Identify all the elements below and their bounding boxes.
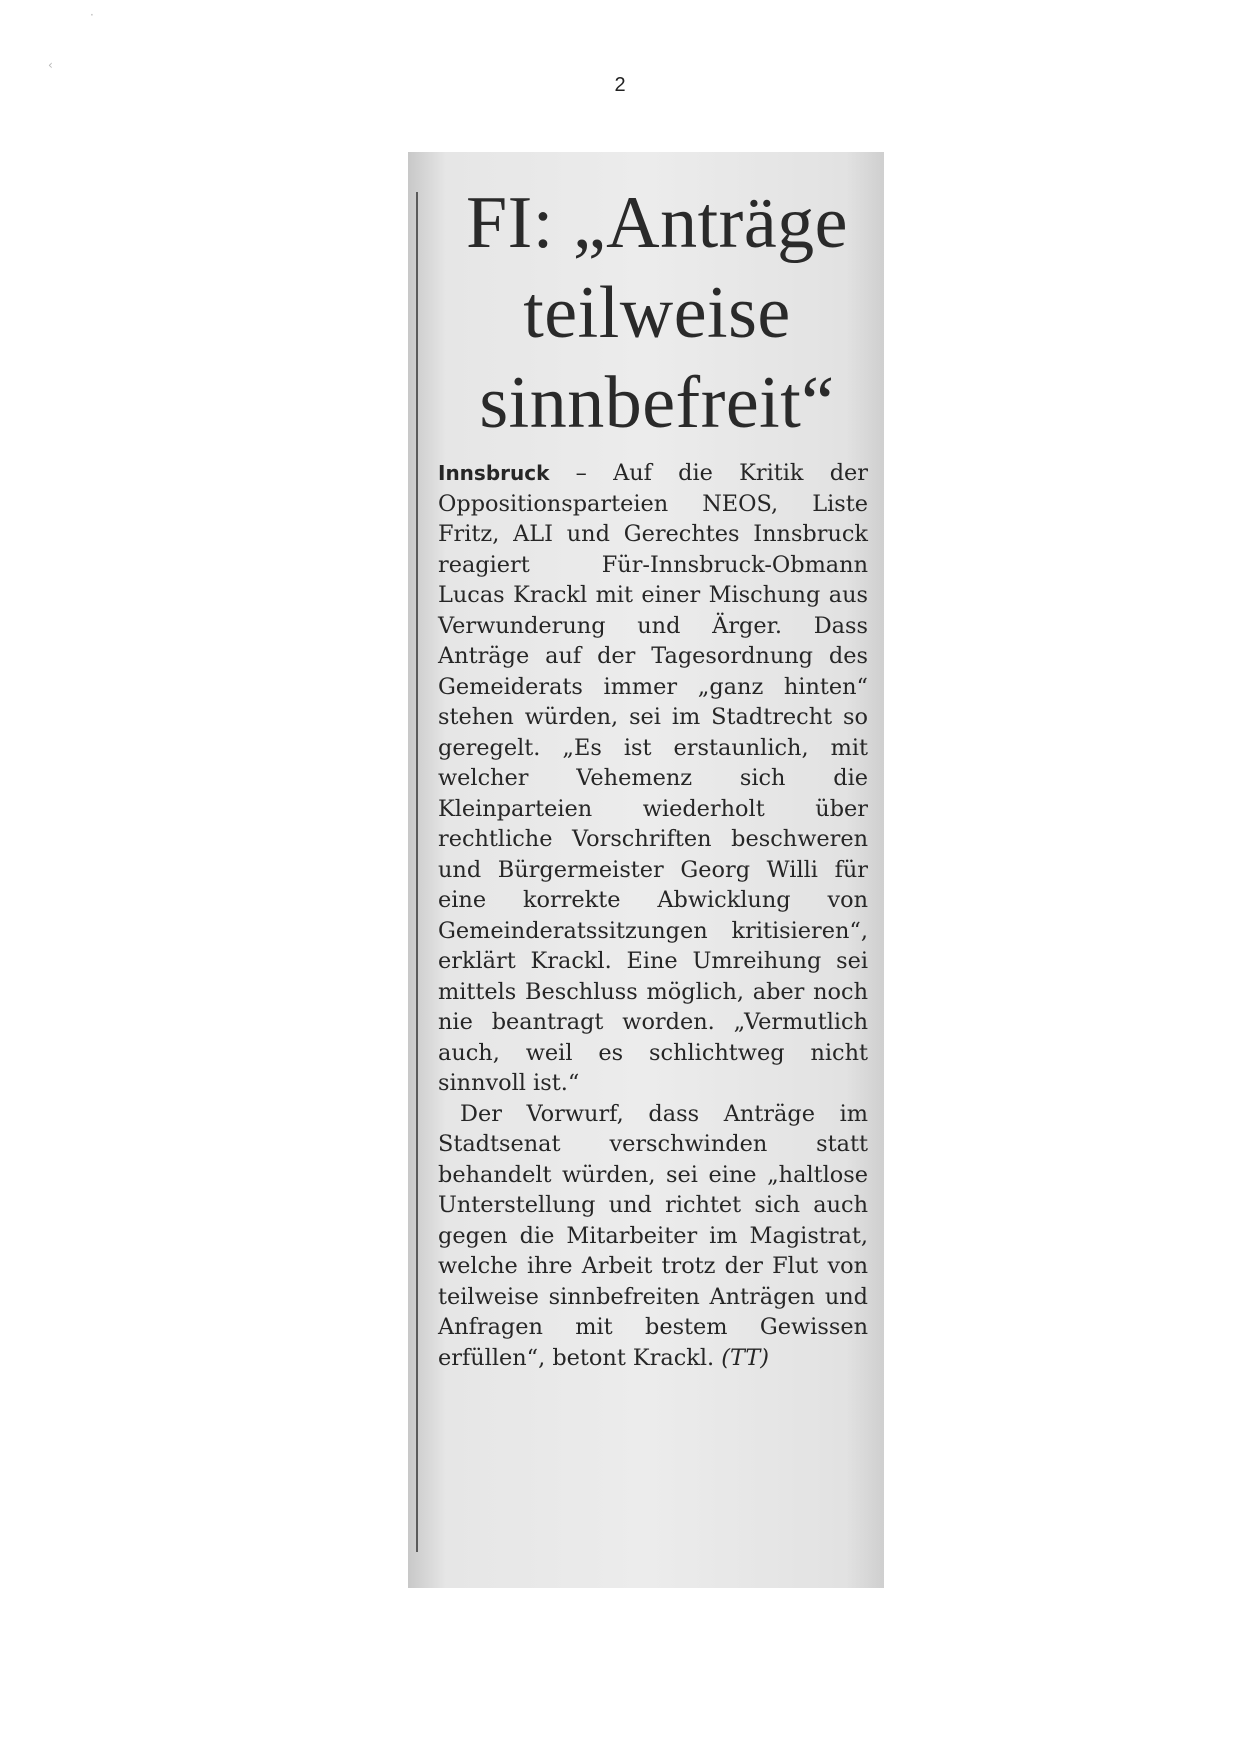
paragraph-1-text: Auf die Kritik der Oppositionsparteien NEOS, Liste Fritz, ALI und Gerechtes Innsbruck reagiert Für-Innsbruck-Obmann Lucas Krackl mit einer Mischung aus Verwunderung und Ärger. Dass Anträge auf der Tagesordnung des Gemeiderats immer „ganz hinten“ stehen würden, sei im Stadtrecht so geregelt. „Es ist erstaunlich, mit welcher Vehemenz sich die Kleinparteien wiederholt über rechtliche Vorschriften beschweren und Bürgermeister Georg Willi für eine korrekte Abwicklung von Gemeinderatssitzungen kritisieren“, erklärt Krackl. Eine Umreihung sei mittels Beschluss möglich, aber noch nie beantragt worden. „Vermutlich auch, weil es schlichtweg nicht sinnvoll ist.“ xyxy=(438,460,868,1096)
column-rule xyxy=(416,192,418,1552)
headline-line-2: teilweise xyxy=(523,272,791,354)
article-body xyxy=(438,458,868,1373)
scan-mark-dot: · xyxy=(90,8,94,22)
dateline: Innsbruck xyxy=(438,461,550,485)
source-tag: (TT) xyxy=(721,1344,769,1371)
headline-line-1: FI: „Anträge xyxy=(465,182,849,264)
dateline-dash: – xyxy=(549,460,614,486)
newspaper-clipping xyxy=(408,152,884,1588)
article-headline xyxy=(442,178,872,448)
scan-mark-bracket: ‹ xyxy=(48,58,53,72)
article-paragraph-2 xyxy=(438,1099,868,1374)
article-paragraph-1 xyxy=(438,458,868,1099)
headline-line-3: sinnbefreit“ xyxy=(479,362,835,444)
page-number: 2 xyxy=(614,74,626,96)
paragraph-2-text: Der Vorwurf, dass Anträge im Stadtsenat verschwinden statt behandelt würden, sei eine „haltlose Unterstellung und richtet sich auch gegen die Mitarbeiter im Magistrat, welche ihre Arbeit trotz der Flut von teilweise sinnbefreiten Anträgen und Anfragen mit bestem Gewissen erfüllen“, betont Krackl. xyxy=(438,1100,868,1371)
